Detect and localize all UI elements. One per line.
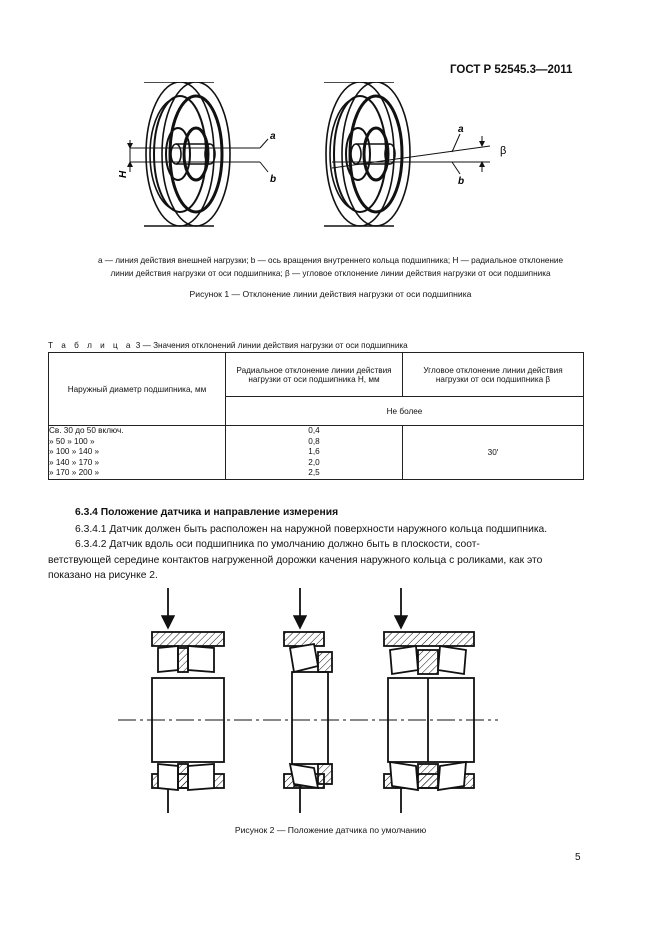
table-header-diameter: Наружный диаметр подшипника, мм [49,353,226,426]
section-heading: 6.3.4 Положение датчика и направление измерения [75,507,339,518]
table-cell-radial: 2,5 [308,468,320,477]
bearing-2 [284,632,332,788]
paragraph-line: 6.3.4.2 Датчик вдоль оси подшипника по умолчанию должно быть в плоскости, соот- [75,539,480,550]
figure-1-legend-line-2: линии действия нагрузки от оси подшипника; β — угловое отклонение линии действия нагрузки от оси подшипника [110,268,551,278]
table-3 [48,352,584,480]
figure-2-drawing [118,588,498,813]
bearing-1 [152,632,224,790]
paragraph-6-3-4-2 [48,537,580,584]
label-b-left: b [270,174,277,185]
figure-1-drawing [100,82,530,247]
figure-1-legend-line-1: a — линия действия внешней нагрузки; b — ось вращения внутреннего кольца подшипника; H — радиальное отклонение [97,256,564,265]
table-cell-diameter: » 50 » 100 » [49,436,95,446]
table-cell-radial: 0,4 [308,426,320,435]
table-cell-diameter: » 170 » 200 » [49,468,100,477]
label-b-right: b [458,176,465,187]
table-cell-diameter: » 140 » 170 » [49,457,100,467]
table-header-radial-line-1: Радиальное отклонение линии действия [236,365,392,375]
label-beta: β [500,145,507,157]
page-number: 5 [575,852,581,863]
paragraph-6-3-4-1: 6.3.4.1 Датчик должен быть расположен на наружной поверхности наружного кольца подшипника. [75,524,548,535]
bearing-left-drawing [144,82,230,226]
table-cell-radial: 2,0 [308,457,320,467]
table-header-radial [226,353,403,397]
label-a-left: a [270,131,276,142]
paragraph-line: показано на рисунке 2. [48,570,158,581]
paragraph-line: ветствующей середине контактов нагруженной дорожки качения наружного кольца с роликами, как это [48,554,543,566]
table-header-angular-line-1: Угловое отклонение линии действия [423,365,563,375]
figure-2-caption: Рисунок 2 — Положение датчика по умолчанию [234,825,427,835]
figure-1-caption: Рисунок 1 — Отклонение линии действия нагрузки от оси подшипника [189,289,472,299]
document-header: ГОСТ Р 52545.3—2011 [450,64,573,76]
table-cell-diameter: Св. 30 до 50 включ. [49,426,124,435]
table-cell-angular: 30′ [403,426,584,480]
table-header-radial-line-2: нагрузки от оси подшипника H, мм [248,374,380,384]
table-cell-diameter: » 100 » 140 » [49,447,100,456]
table-3-title-text: 3 — Значения отклонений линии действия нагрузки от оси подшипника [135,341,408,350]
table-cell-radial: 1,6 [308,447,320,456]
label-a-right: a [458,124,464,135]
figure-1-legend [58,255,603,280]
table-header-angular [403,353,584,397]
table-header-angular-line-2: нагрузки от оси подшипника β [435,374,551,384]
label-H: H [118,170,129,178]
table-cell-radial: 0,8 [308,436,320,446]
bearing-right-drawing [324,82,410,226]
table-subheader: Не более [226,397,584,426]
table-3-title [48,341,408,350]
table-3-title-prefix: Т а б л и ц а [48,341,134,350]
table-column-diameter [49,426,226,480]
bearing-3 [384,632,474,790]
table-column-radial [226,426,403,480]
